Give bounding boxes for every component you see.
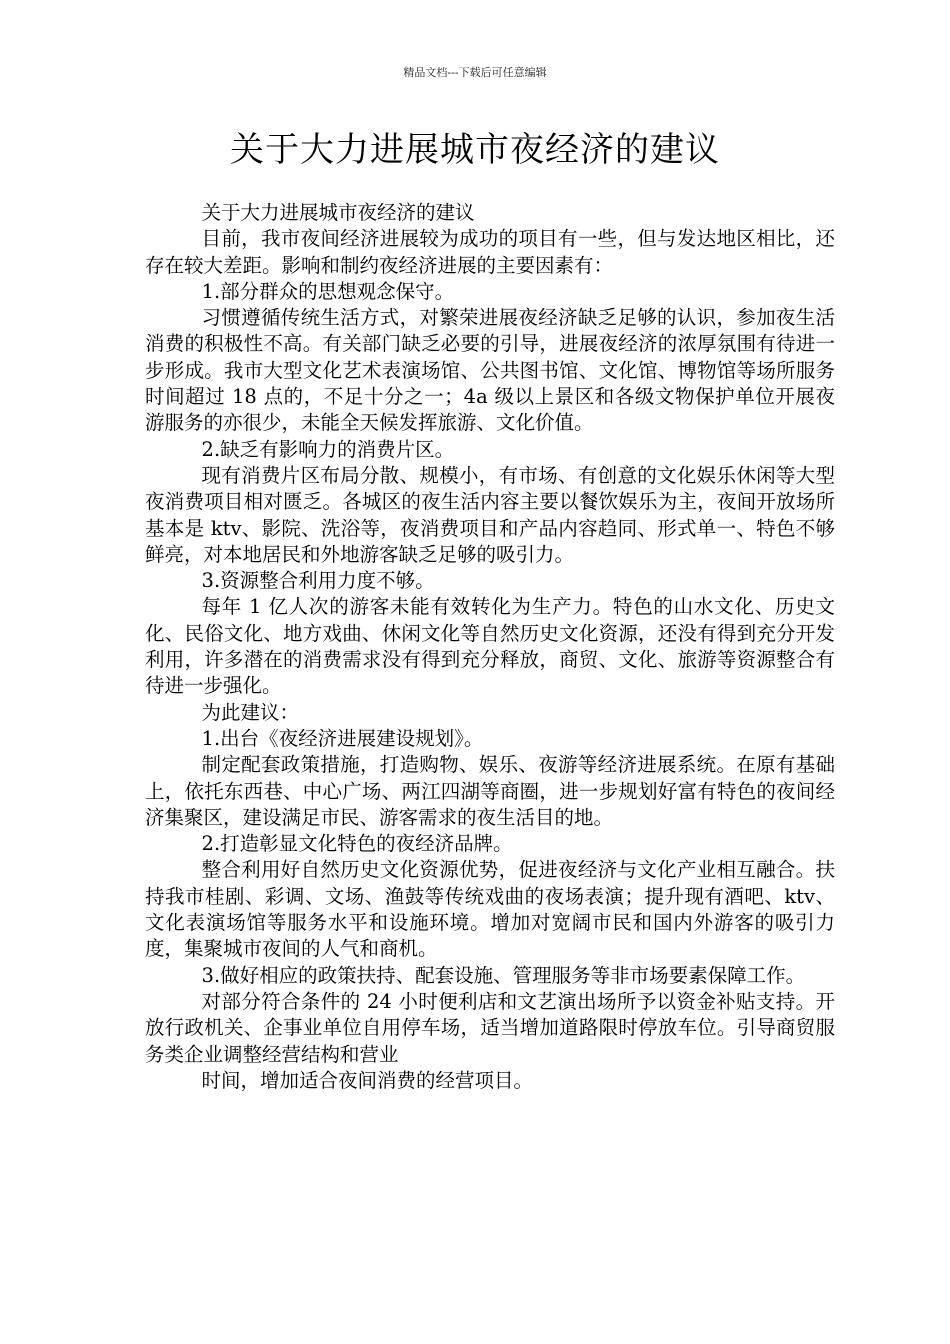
body-paragraph: 时间，增加适合夜间消费的经营项目。 — [201, 1068, 534, 1092]
body-paragraph: 对部分符合条件的 24 小时便利店和文艺演出场所予以资金补贴支持。开放行政机关、企事业单位自用停车场，适当增加道路限时停放车位。引导商贸服务类企业调整经营结构和营业 — [145, 989, 835, 1066]
body-paragraph: 1.部分群众的思想观念保守。 — [201, 279, 455, 303]
header-note: 精品文档---下载后可任意编辑 — [403, 66, 547, 79]
body-paragraph: 3.资源整合利用力度不够。 — [201, 569, 435, 593]
body-paragraph: 现有消费片区布局分散、规模小，有市场、有创意的文化娱乐休闲等大型夜消费项目相对匮乏。各城区的夜生活内容主要以餐饮娱乐为主，夜间开放场所基本是 ktv、影院、洗浴等，夜消费项目和产品内容趋同、形式单一、特色不够鲜亮，对本地居民和外地游客缺乏足够的吸引力。 — [145, 463, 835, 566]
document-body — [145, 200, 835, 1094]
body-paragraph: 关于大力进展城市夜经济的建议 — [201, 201, 475, 224]
body-paragraph: 2.缺乏有影响力的消费片区。 — [201, 437, 455, 461]
body-paragraph: 3.做好相应的政策扶持、配套设施、管理服务等非市场要素保障工作。 — [201, 963, 806, 987]
body-paragraph: 制定配套政策措施，打造购物、娱乐、夜游等经济进展系统。在原有基础上，依托东西巷、中心广场、两江四湖等商圈，进一步规划好富有特色的夜间经济集聚区，建设满足市民、游客需求的夜生活目的地。 — [145, 753, 835, 829]
body-paragraph: 每年 1 亿人次的游客未能有效转化为生产力。特色的山水文化、历史文化、民俗文化、地方戏曲、休闲文化等自然历史文化资源，还没有得到充分开发利用，许多潜在的消费需求没有得到充分释放，商贸、文化、旅游等资源整合有待进一步强化。 — [145, 595, 835, 698]
body-paragraph: 2.打造彰显文化特色的夜经济品牌。 — [201, 832, 513, 856]
body-paragraph: 为此建议： — [201, 700, 300, 724]
body-paragraph: 目前，我市夜间经济进展较为成功的项目有一些，但与发达地区相比，还存在较大差距。影响和制约夜经济进展的主要因素有： — [145, 227, 835, 277]
document-title: 关于大力进展城市夜经济的建议 — [230, 130, 720, 170]
body-paragraph: 1.出台《夜经济进展建设规划》。 — [201, 726, 484, 750]
body-paragraph: 习惯遵循传统生活方式，对繁荣进展夜经济缺乏足够的认识，参加夜生活消费的积极性不高。有关部门缺乏必要的引导，进展夜经济的浓厚氛围有待进一步形成。我市大型文化艺术表演场馆、公共图书馆、文化馆、博物馆等场所服务时间超过 18 点的，不足十分之一；4a 级以上景区和各级文物保护单位开展夜游服务的亦很少，未能全天候发挥旅游、文化价值。 — [145, 306, 835, 435]
body-paragraph: 整合利用好自然历史文化资源优势，促进夜经济与文化产业相互融合。扶持我市桂剧、彩调、文场、渔鼓等传统戏曲的夜场表演；提升现有酒吧、ktv、文化表演场馆等服务水平和设施环境。增加对宽阔市民和国内外游客的吸引力度，集聚城市夜间的人气和商机。 — [145, 858, 835, 961]
